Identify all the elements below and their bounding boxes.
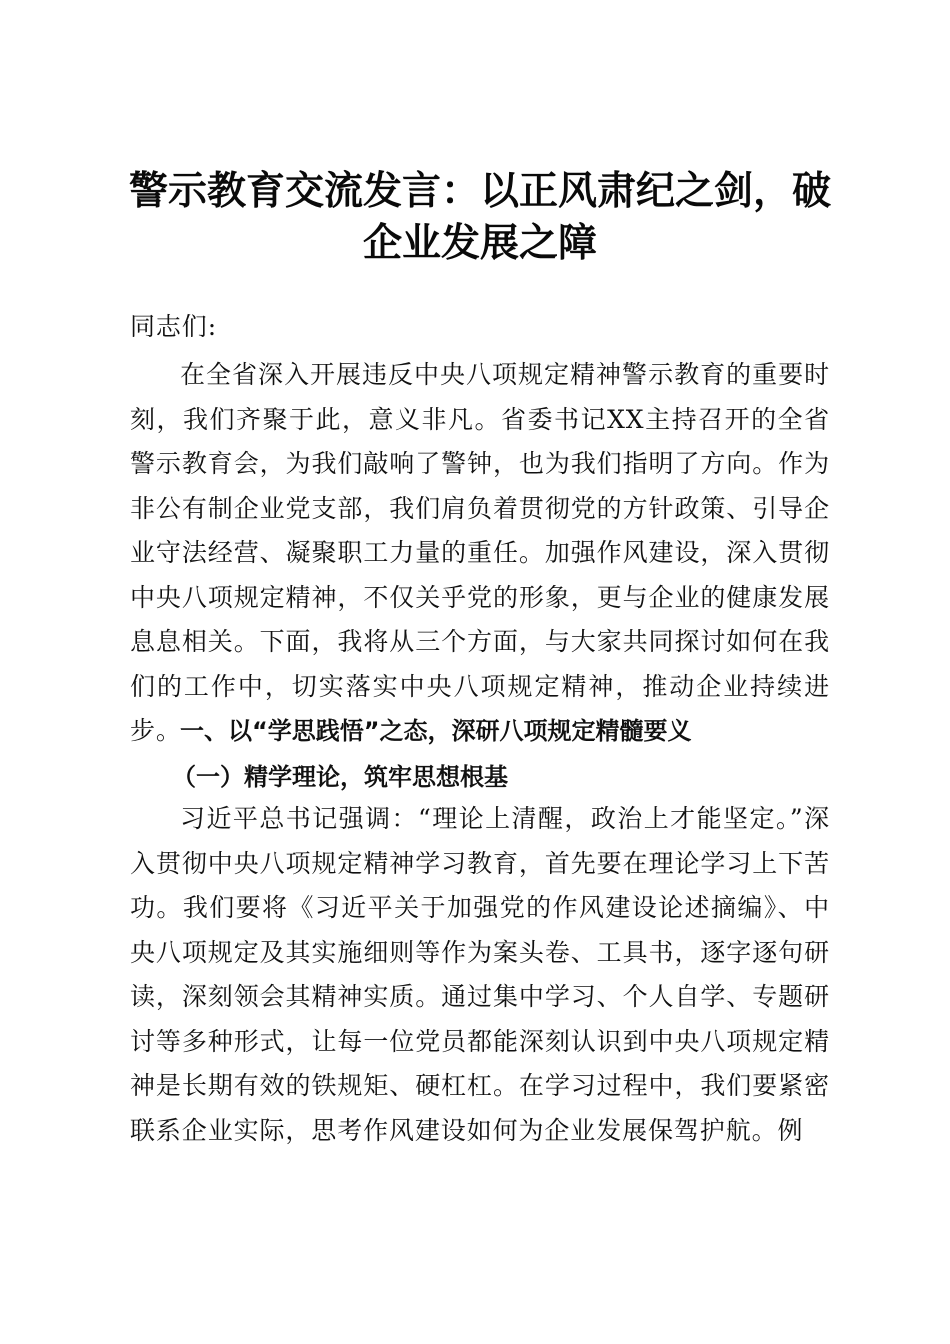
document-title: 警示教育交流发言：以正风肃纪之剑，破企业发展之障 — [128, 168, 831, 266]
salutation: 同志们: — [130, 312, 218, 341]
section-heading-1: 一、以“学思践悟”之态，深研八项规定精髓要义 — [180, 717, 692, 745]
paragraph-theory: 习近平总书记强调：“理论上清醒，政治上才能坚定。”深入贯彻中央八项规定精神学习教育，首先要在理论学习上下苦功。我们要将《习近平关于加强党的作风建设论述摘编》、中央八项规定及其实施细则等作为案头卷、工具书，逐字逐句研读，深刻领会其精神实质。通过集中学习、个人自学、专题研讨等多种形式，让每一位党员都能深刻认识到中央八项规定精神是长期有效的铁规矩、硬杠杠。在学习过程中，我们要紧密联系企业实际，思考作风建设如何为企业发展保驾护航。例 — [130, 804, 830, 1145]
subsection-heading-1: （一）精学理论，筑牢思想根基 — [172, 762, 508, 791]
paragraph-intro: 在全省深入开展违反中央八项规定精神警示教育的重要时刻，我们齐聚于此，意义非凡。省委书记XX主持召开的全省警示教育会，为我们敲响了警钟，也为我们指明了方向。作为非公有制企业党支部，我们肩负着贯彻党的方针政策、引导企业守法经营、凝聚职工力量的重任。加强作风建设，深入贯彻中央八项规定精神，不仅关乎党的形象，更与企业的健康发展息息相关。下面，我将从三个方面，与大家共同探讨如何在我们的工作中，切实落实中央八项规定精神，推动企业持续进步。 — [130, 360, 830, 745]
